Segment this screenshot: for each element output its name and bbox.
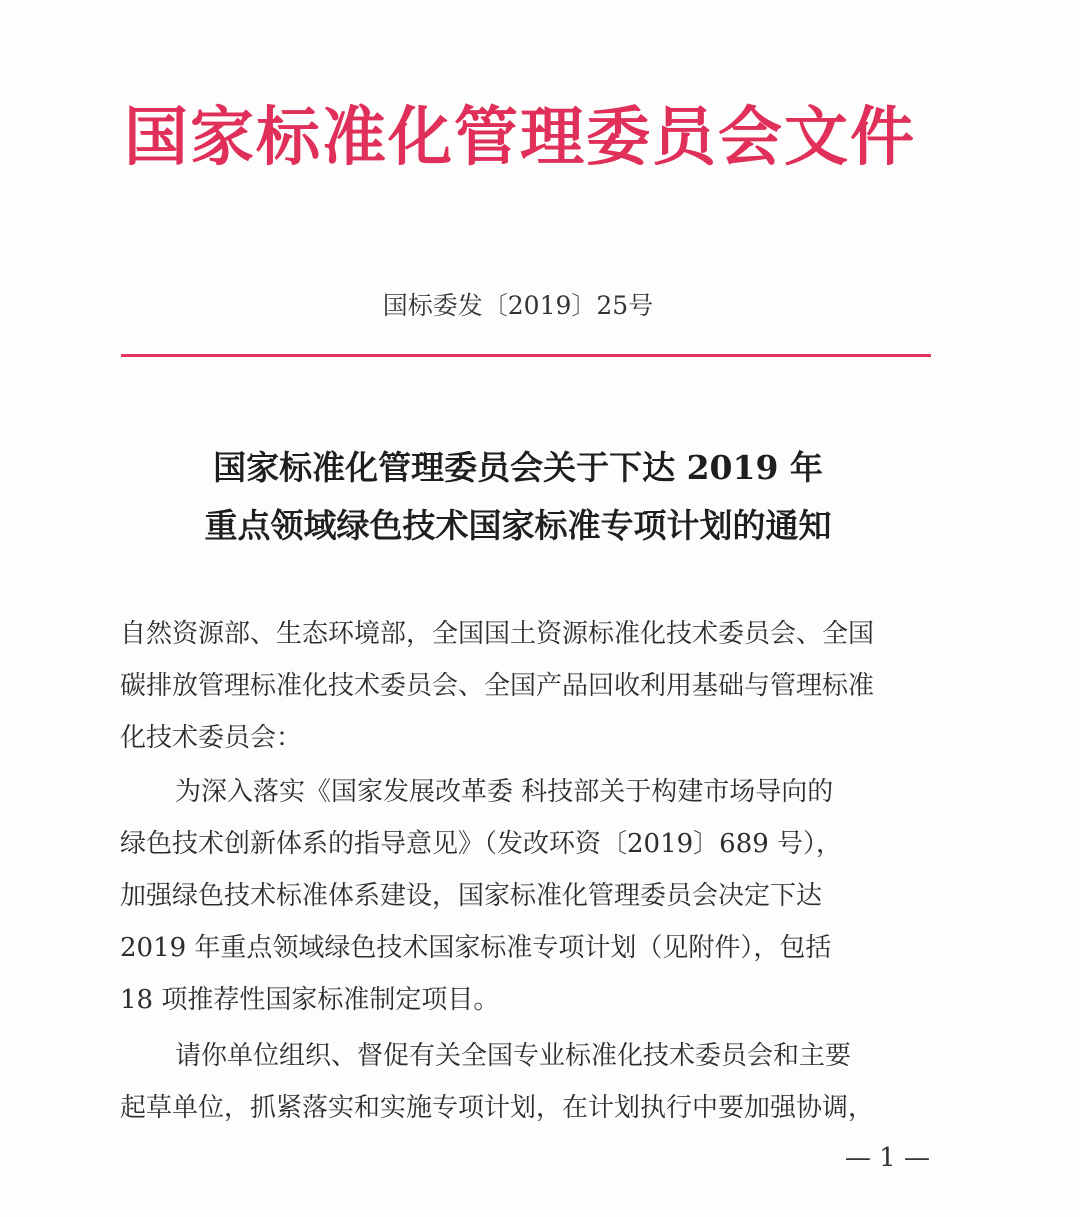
- body-line: 请你单位组织、督促有关全国专业标准化技术委员会和主要: [175, 1041, 852, 1071]
- page-number: — 1 —: [844, 1143, 930, 1173]
- body-line: 加强绿色技术标准体系建设，国家标准化管理委员会决定下达: [120, 881, 823, 911]
- body-line: 为深入落实《国家发展改革委 科技部关于构建市场导向的: [175, 777, 834, 807]
- body-line: 2019 年重点领域绿色技术国家标准专项计划（见附件），包括: [120, 933, 832, 963]
- body-line: 碳排放管理标准化技术委员会、全国产品回收利用基础与管理标准: [120, 671, 875, 701]
- red-divider-line: [121, 354, 931, 357]
- body-line: 绿色技术创新体系的指导意见》（发改环资〔2019〕689 号），: [120, 829, 843, 859]
- body-line: 起草单位，抓紧落实和实施专项计划，在计划执行中要加强协调，: [120, 1093, 875, 1123]
- document-header-title: 国家标准化管理委员会文件: [124, 100, 916, 175]
- body-line: 18 项推荐性国家标准制定项目。: [120, 985, 500, 1015]
- body-line: 自然资源部、生态环境部，全国国土资源标准化技术委员会、全国: [120, 619, 875, 649]
- body-line: 化技术委员会：: [120, 723, 303, 753]
- document-number: 国标委发〔2019〕25号: [382, 291, 654, 320]
- notice-title-line-2: 重点领域绿色技术国家标准专项计划的通知: [204, 506, 832, 545]
- notice-title-line-1: 国家标准化管理委员会关于下达 2019 年: [213, 448, 823, 487]
